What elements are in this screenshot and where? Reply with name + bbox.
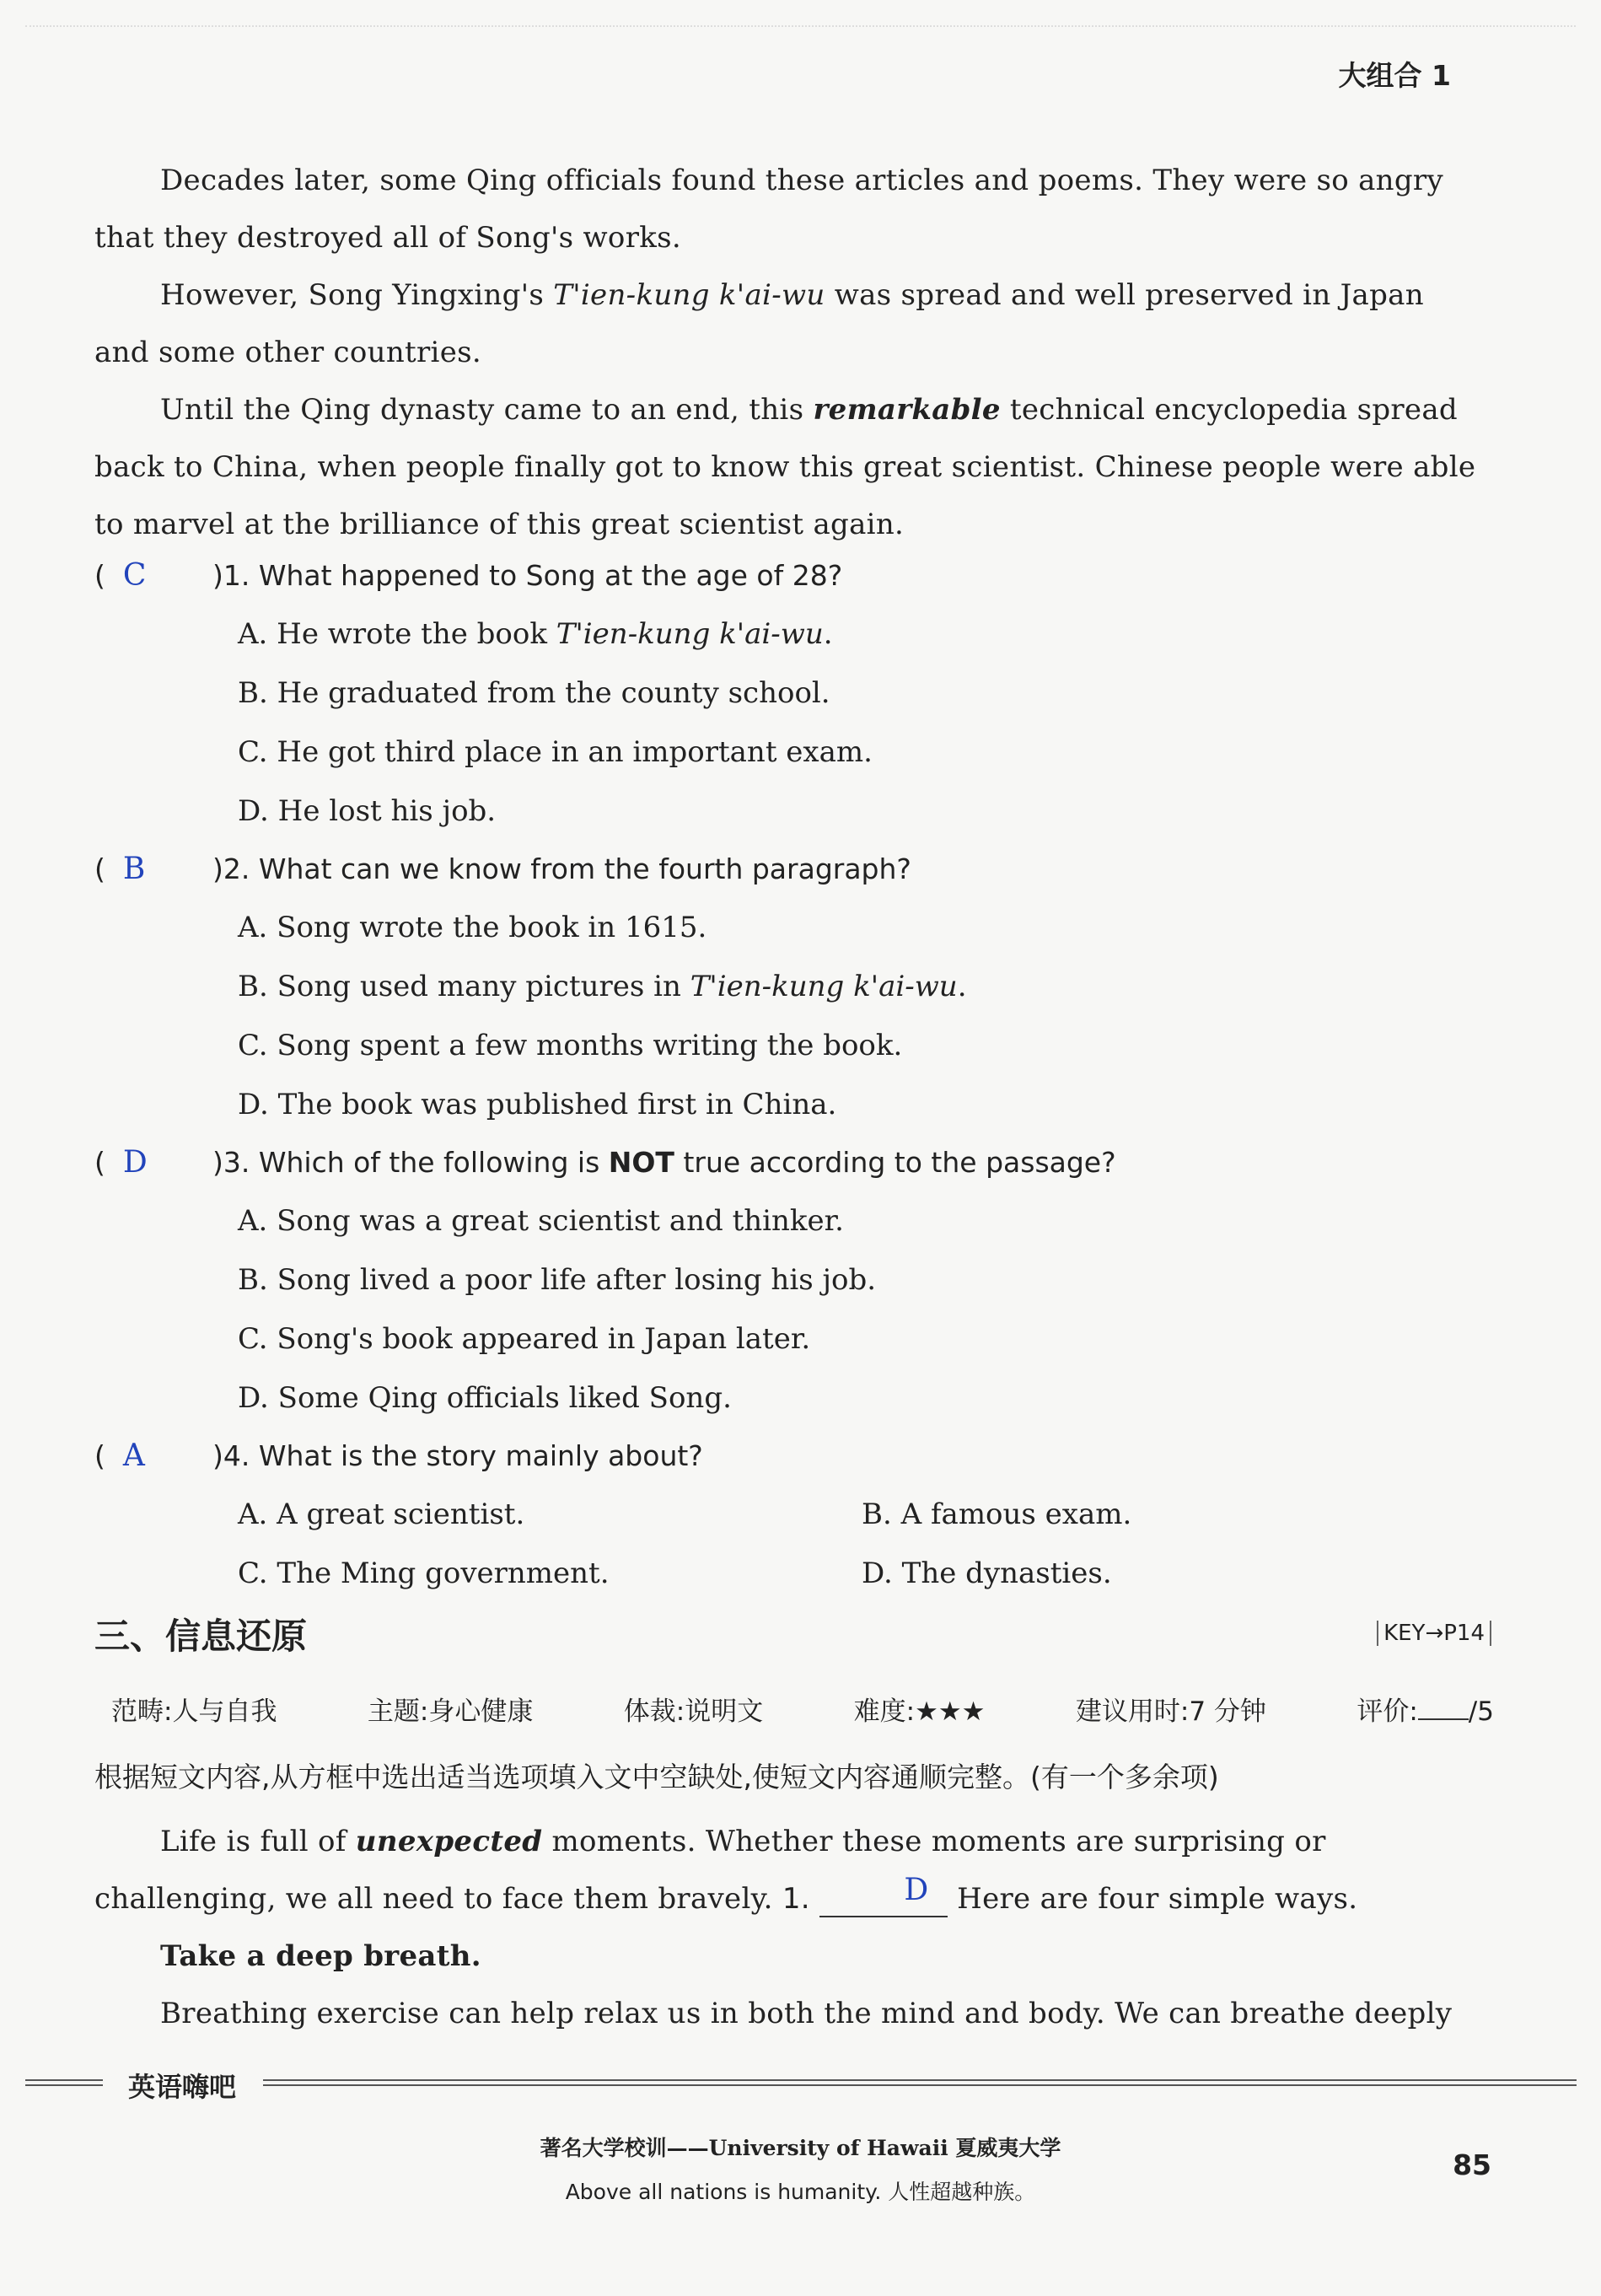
footer-rule bbox=[25, 2079, 1577, 2088]
highlight-word: unexpected bbox=[355, 1825, 543, 1858]
option-3a: A. Song was a great scientist and thinker. bbox=[238, 1204, 844, 1238]
meta-time: 建议用时:7 分钟 bbox=[1075, 1696, 1266, 1727]
passage bbox=[94, 152, 1485, 553]
brand-label: 英语嗨吧 bbox=[120, 2066, 244, 2105]
option-2d: D. The book was published first in China. bbox=[238, 1088, 837, 1121]
header-rule bbox=[25, 25, 1576, 27]
answer-paren: ( C bbox=[94, 558, 147, 593]
header-title: 大组合 1 bbox=[1338, 59, 1451, 92]
motto-translation: Above all nations is humanity. 人性超越种族。 bbox=[565, 2180, 1036, 2204]
exercise-meta bbox=[111, 1690, 1494, 1728]
section3-passage bbox=[94, 1813, 1502, 2042]
option-4d: D. The dynasties. bbox=[862, 1557, 1112, 1590]
text-span: technical encyclopedia spread back to China, when people finally got to know this great scientist. Chinese people were able to marvel at the brilliance of this great scientist again. bbox=[94, 393, 1476, 541]
section3-paragraph-1 bbox=[94, 1813, 1502, 1928]
subheading: Take a deep breath. bbox=[160, 1939, 481, 1973]
meta-category: 范畴:人与自我 bbox=[111, 1696, 277, 1727]
book-title: T'ien-kung k'ai-wu bbox=[553, 278, 825, 312]
option-3d: D. Some Qing officials liked Song. bbox=[238, 1381, 732, 1415]
option-4b: B. A famous exam. bbox=[862, 1498, 1132, 1531]
meta-theme: 主题:身心健康 bbox=[367, 1696, 534, 1727]
meta-genre: 体裁:说明文 bbox=[623, 1696, 764, 1727]
book-title: T'ien-kung k'ai-wu bbox=[556, 617, 824, 651]
text-span: moments. Whether these moments are surprising or challenging, we all need to face them bravely. bbox=[94, 1825, 1326, 1916]
meta-rating bbox=[1357, 1690, 1494, 1728]
text-span: Life is full of bbox=[160, 1825, 356, 1858]
text-span: A. He wrote the book bbox=[238, 617, 556, 651]
university-motto: 著名大学校训——University of Hawaii 夏威夷大学 bbox=[540, 2136, 1061, 2160]
text-span: . bbox=[957, 970, 967, 1003]
passage-paragraph-3 bbox=[94, 381, 1485, 553]
question-prompt-end: true according to the passage? bbox=[674, 1146, 1116, 1179]
answer-mark: D bbox=[122, 1145, 148, 1180]
text-span: was spread and well preserved in Japan and some other countries. bbox=[94, 278, 1424, 369]
option-1a bbox=[238, 617, 833, 651]
rating-total: /5 bbox=[1468, 1696, 1494, 1727]
option-2b bbox=[238, 970, 967, 1003]
option-3b: B. Song lived a poor life after losing his job. bbox=[238, 1263, 877, 1297]
rating-label: 评价: bbox=[1357, 1696, 1418, 1727]
answer-paren: ( B bbox=[94, 852, 146, 886]
text-span: B. Song used many pictures in bbox=[238, 970, 690, 1003]
option-1d: D. He lost his job. bbox=[238, 794, 497, 828]
question-prompt: )3. Which of the following is bbox=[212, 1146, 609, 1179]
book-title: T'ien-kung k'ai-wu bbox=[690, 970, 958, 1003]
question-prompt: )1. What happened to Song at the age of 28? bbox=[212, 559, 843, 592]
gap-number: 1. bbox=[782, 1882, 810, 1916]
emphasis-word: NOT bbox=[608, 1146, 674, 1179]
answer-mark: B bbox=[122, 852, 146, 886]
option-1b: B. He graduated from the county school. bbox=[238, 676, 830, 710]
section3-paragraph-2: Breathing exercise can help relax us in both the mind and body. We can breathe deeply bbox=[160, 1997, 1453, 2030]
question-4 bbox=[94, 1438, 1511, 1473]
instruction: 根据短文内容,从方框中选出适当选项填入文中空缺处,使短文内容通顺完整。(有一个多余项) bbox=[94, 1761, 1219, 1793]
option-4a: A. A great scientist. bbox=[238, 1498, 525, 1531]
page-number: 85 bbox=[1453, 2148, 1491, 2181]
meta-difficulty: 难度:★★★ bbox=[853, 1696, 986, 1727]
answer-mark: A bbox=[122, 1438, 145, 1473]
question-1 bbox=[94, 558, 1511, 593]
option-3c: C. Song's book appeared in Japan later. bbox=[238, 1322, 811, 1356]
passage-paragraph-2 bbox=[94, 266, 1485, 381]
passage-paragraph-1: Decades later, some Qing officials found these articles and poems. They were so angry that they destroyed all of Song's works. bbox=[94, 164, 1443, 255]
option-1c: C. He got third place in an important exam. bbox=[238, 735, 873, 769]
answer-key-ref: KEY→P14 bbox=[1377, 1621, 1491, 1646]
highlight-word: remarkable bbox=[813, 393, 1001, 427]
text-span: . bbox=[823, 617, 833, 651]
option-2c: C. Song spent a few months writing the book. bbox=[238, 1029, 903, 1062]
gap-blank[interactable] bbox=[819, 1873, 948, 1917]
option-2a: A. Song wrote the book in 1615. bbox=[238, 911, 707, 944]
rating-blank[interactable] bbox=[1418, 1696, 1469, 1720]
text-span: However, Song Yingxing's bbox=[160, 278, 554, 312]
answer-paren: ( A bbox=[94, 1438, 145, 1473]
section-title: 三、信息还原 bbox=[94, 1616, 308, 1657]
question-2 bbox=[94, 852, 1511, 886]
option-4c: C. The Ming government. bbox=[238, 1557, 610, 1590]
answer-mark: C bbox=[122, 558, 147, 593]
answer-paren: ( D bbox=[94, 1145, 148, 1180]
gap-answer: D bbox=[904, 1873, 929, 1907]
text-span: Here are four simple ways. bbox=[948, 1882, 1358, 1916]
question-3 bbox=[94, 1145, 1511, 1180]
text-span: Until the Qing dynasty came to an end, this bbox=[160, 393, 814, 427]
question-prompt: )2. What can we know from the fourth paragraph? bbox=[212, 852, 911, 885]
question-prompt: )4. What is the story mainly about? bbox=[212, 1439, 703, 1472]
